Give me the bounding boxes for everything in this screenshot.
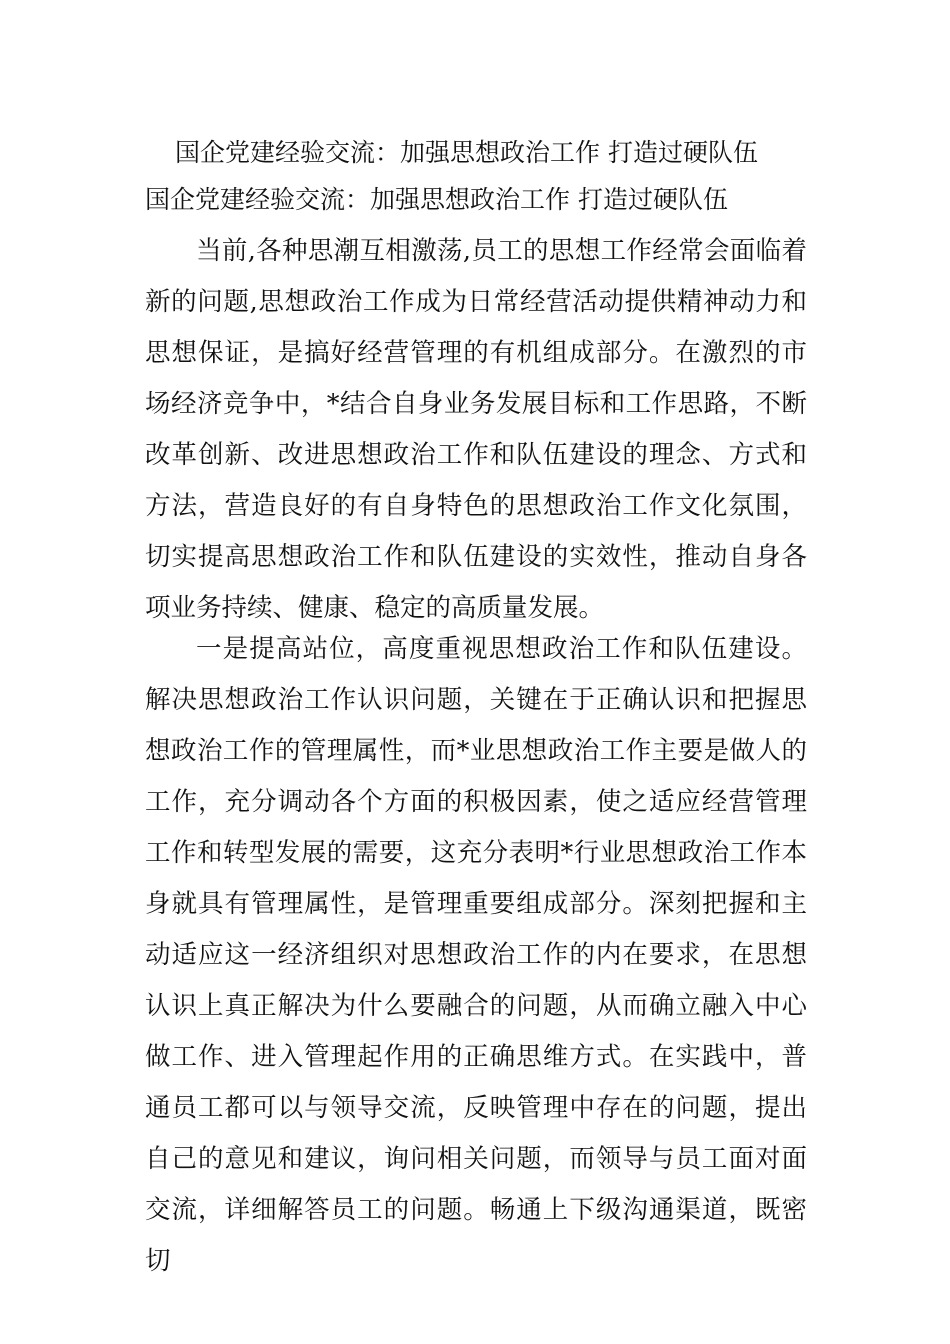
document-title: 国企党建经验交流：加强思想政治工作 打造过硬队伍 xyxy=(175,138,758,167)
document-title-repeat: 国企党建经验交流：加强思想政治工作 打造过硬队伍 xyxy=(145,185,728,214)
paragraph-point-one: 一是提高站位，高度重视思想政治工作和队伍建设。解决思想政治工作认识问题，关键在于正确认识和把握思想政治工作的管理属性，而*业思想政治工作主要是做人的工作，充分调动各个方面的积极因素，使之适应经营管理工作和转型发展的需要，这充分表明*行业思想政治工作本身就具有管理属性，是管理重要组成部分。深刻把握和主动适应这一经济组织对思想政治工作的内在要求，在思想认识上真正解决为什么要融合的问题，从而确立融入中心做工作、进入管理起作用的正确思维方式。在实践中，普通员工都可以与领导交流，反映管理中存在的问题，提出自己的意见和建议，询问相关问题，而领导与员工面对面交流，详细解答员工的问题。畅通上下级沟通渠道，既密切 xyxy=(145,634,807,1276)
paragraph-intro: 当前,各种思潮互相激荡,员工的思想工作经常会面临着新的问题,思想政治工作成为日常经营活动提供精神动力和思想保证，是搞好经营管理的有机组成部分。在激烈的市场经济竞争中，*结合自身业务发展目标和工作思路，不断改革创新、改进思想政治工作和队伍建设的理念、方式和方法，营造良好的有自身特色的思想政治工作文化氛围，切实提高思想政治工作和队伍建设的实效性，推动自身各项业务持续、健康、稳定的高质量发展。 xyxy=(145,236,807,623)
